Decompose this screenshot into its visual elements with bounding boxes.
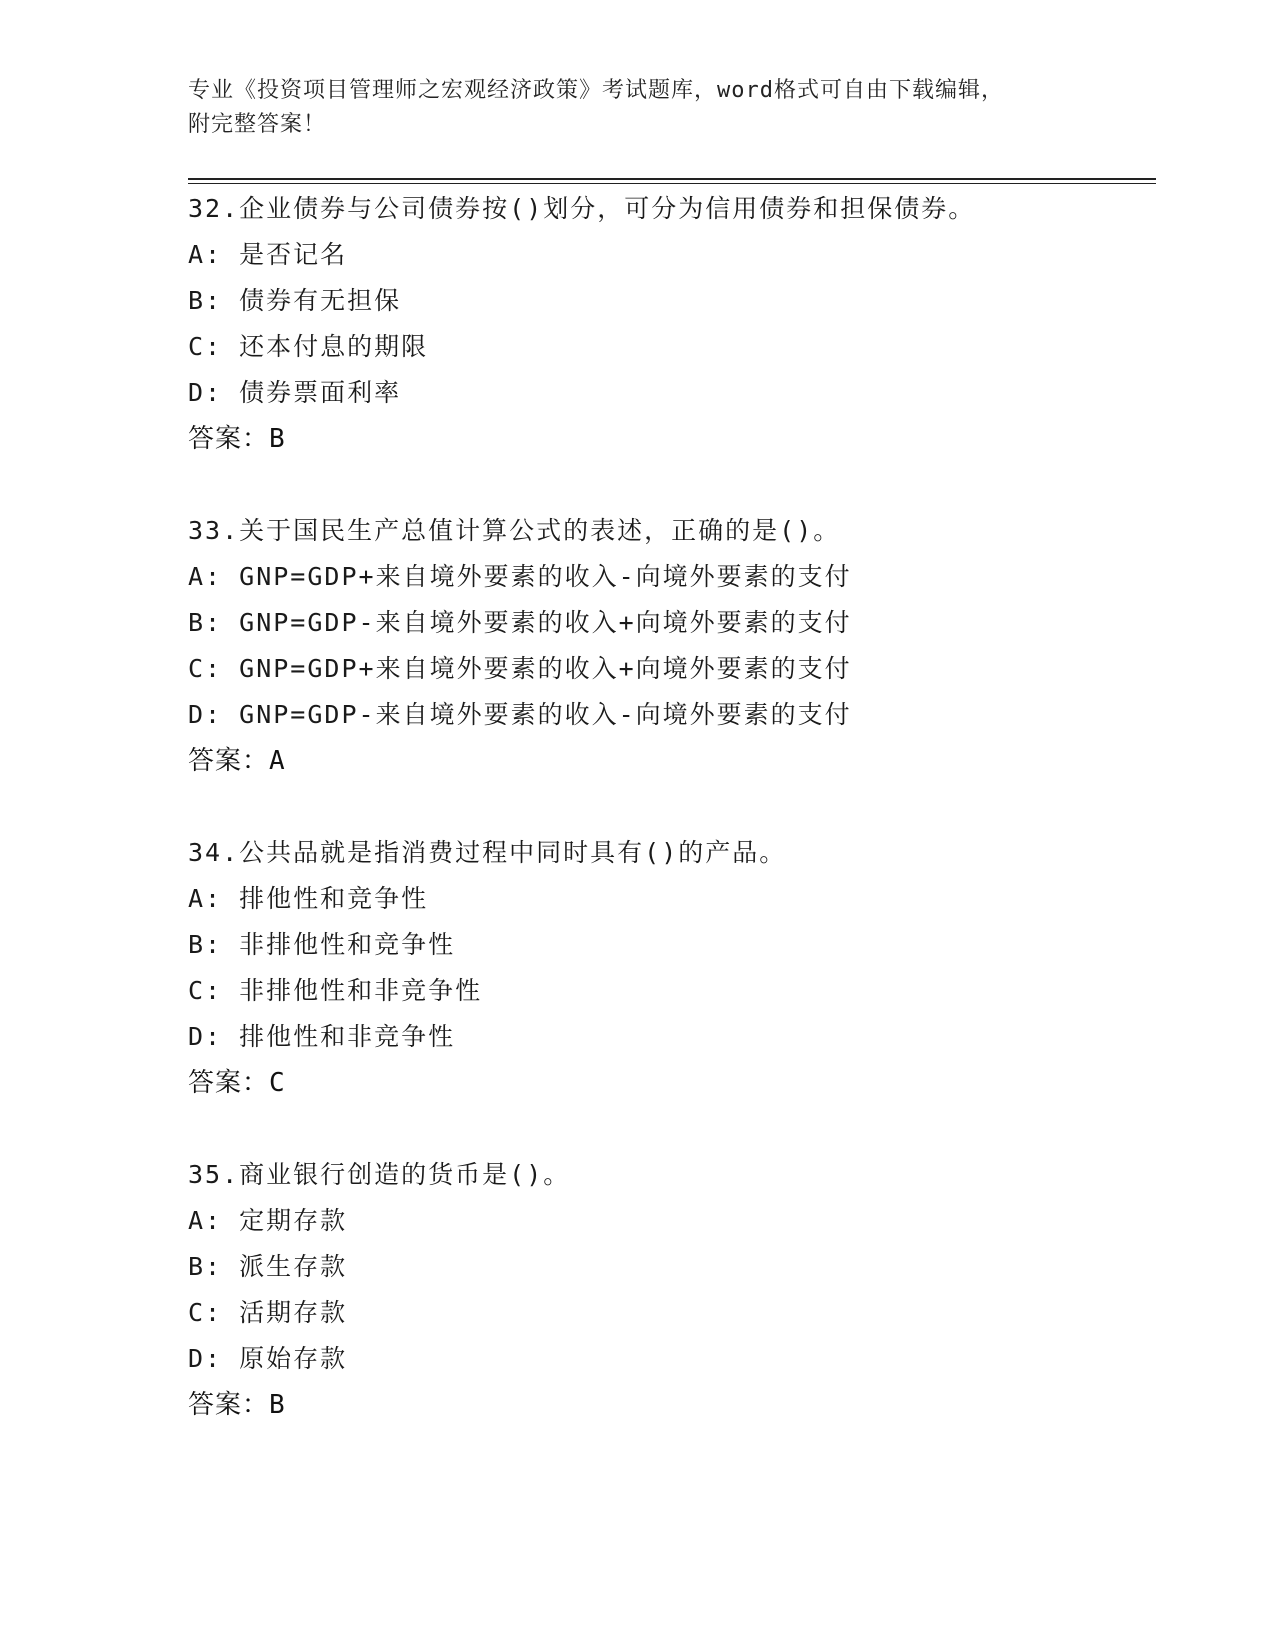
answer-value: A bbox=[269, 746, 286, 776]
header-line-2: 附完整答案！ bbox=[188, 112, 327, 137]
option-c: C: GNP=GDP+来自境外要素的收入+向境外要素的支付 bbox=[188, 654, 852, 683]
header-divider-bottom bbox=[188, 183, 1156, 184]
option-a: A: 排他性和竞争性 bbox=[188, 884, 429, 913]
answer-label: 答案： bbox=[188, 1068, 270, 1098]
answer-value: B bbox=[269, 1390, 286, 1420]
answer-label: 答案： bbox=[188, 746, 270, 776]
question-stem: 34.公共品就是指消费过程中同时具有()的产品。 bbox=[188, 838, 787, 867]
option-a: A: 定期存款 bbox=[188, 1206, 348, 1235]
option-d: D: 债券票面利率 bbox=[188, 378, 402, 407]
answer-line bbox=[188, 1060, 1148, 1106]
option-b: B: 债券有无担保 bbox=[188, 286, 402, 315]
option-c: C: 活期存款 bbox=[188, 1298, 348, 1327]
option-b: B: 非排他性和竞争性 bbox=[188, 930, 456, 959]
option-b: B: GNP=GDP-来自境外要素的收入+向境外要素的支付 bbox=[188, 608, 852, 637]
option-a: A: GNP=GDP+来自境外要素的收入-向境外要素的支付 bbox=[188, 562, 852, 591]
answer-line bbox=[188, 1382, 1148, 1428]
question-stem: 35.商业银行创造的货币是()。 bbox=[188, 1160, 571, 1189]
option-c: C: 还本付息的期限 bbox=[188, 332, 429, 361]
question-32 bbox=[188, 186, 1148, 462]
question-stem: 32.企业债券与公司债券按()划分，可分为信用债券和担保债券。 bbox=[188, 194, 976, 223]
option-d: D: 原始存款 bbox=[188, 1344, 348, 1373]
answer-value: B bbox=[269, 424, 286, 454]
option-a: A: 是否记名 bbox=[188, 240, 348, 269]
question-stem: 33.关于国民生产总值计算公式的表述，正确的是()。 bbox=[188, 516, 841, 545]
answer-value: C bbox=[269, 1068, 286, 1098]
option-d: D: 排他性和非竞争性 bbox=[188, 1022, 456, 1051]
question-34 bbox=[188, 830, 1148, 1106]
answer-line bbox=[188, 738, 1148, 784]
document-header bbox=[188, 74, 1068, 142]
answer-line bbox=[188, 416, 1148, 462]
answer-label: 答案： bbox=[188, 424, 270, 454]
header-line-1: 专业《投资项目管理师之宏观经济政策》考试题库，word格式可自由下载编辑， bbox=[188, 78, 1004, 103]
option-c: C: 非排他性和非竞争性 bbox=[188, 976, 483, 1005]
header-divider-top bbox=[188, 178, 1156, 180]
answer-label: 答案： bbox=[188, 1390, 270, 1420]
option-d: D: GNP=GDP-来自境外要素的收入-向境外要素的支付 bbox=[188, 700, 852, 729]
question-35 bbox=[188, 1152, 1148, 1428]
option-b: B: 派生存款 bbox=[188, 1252, 348, 1281]
question-33 bbox=[188, 508, 1148, 784]
